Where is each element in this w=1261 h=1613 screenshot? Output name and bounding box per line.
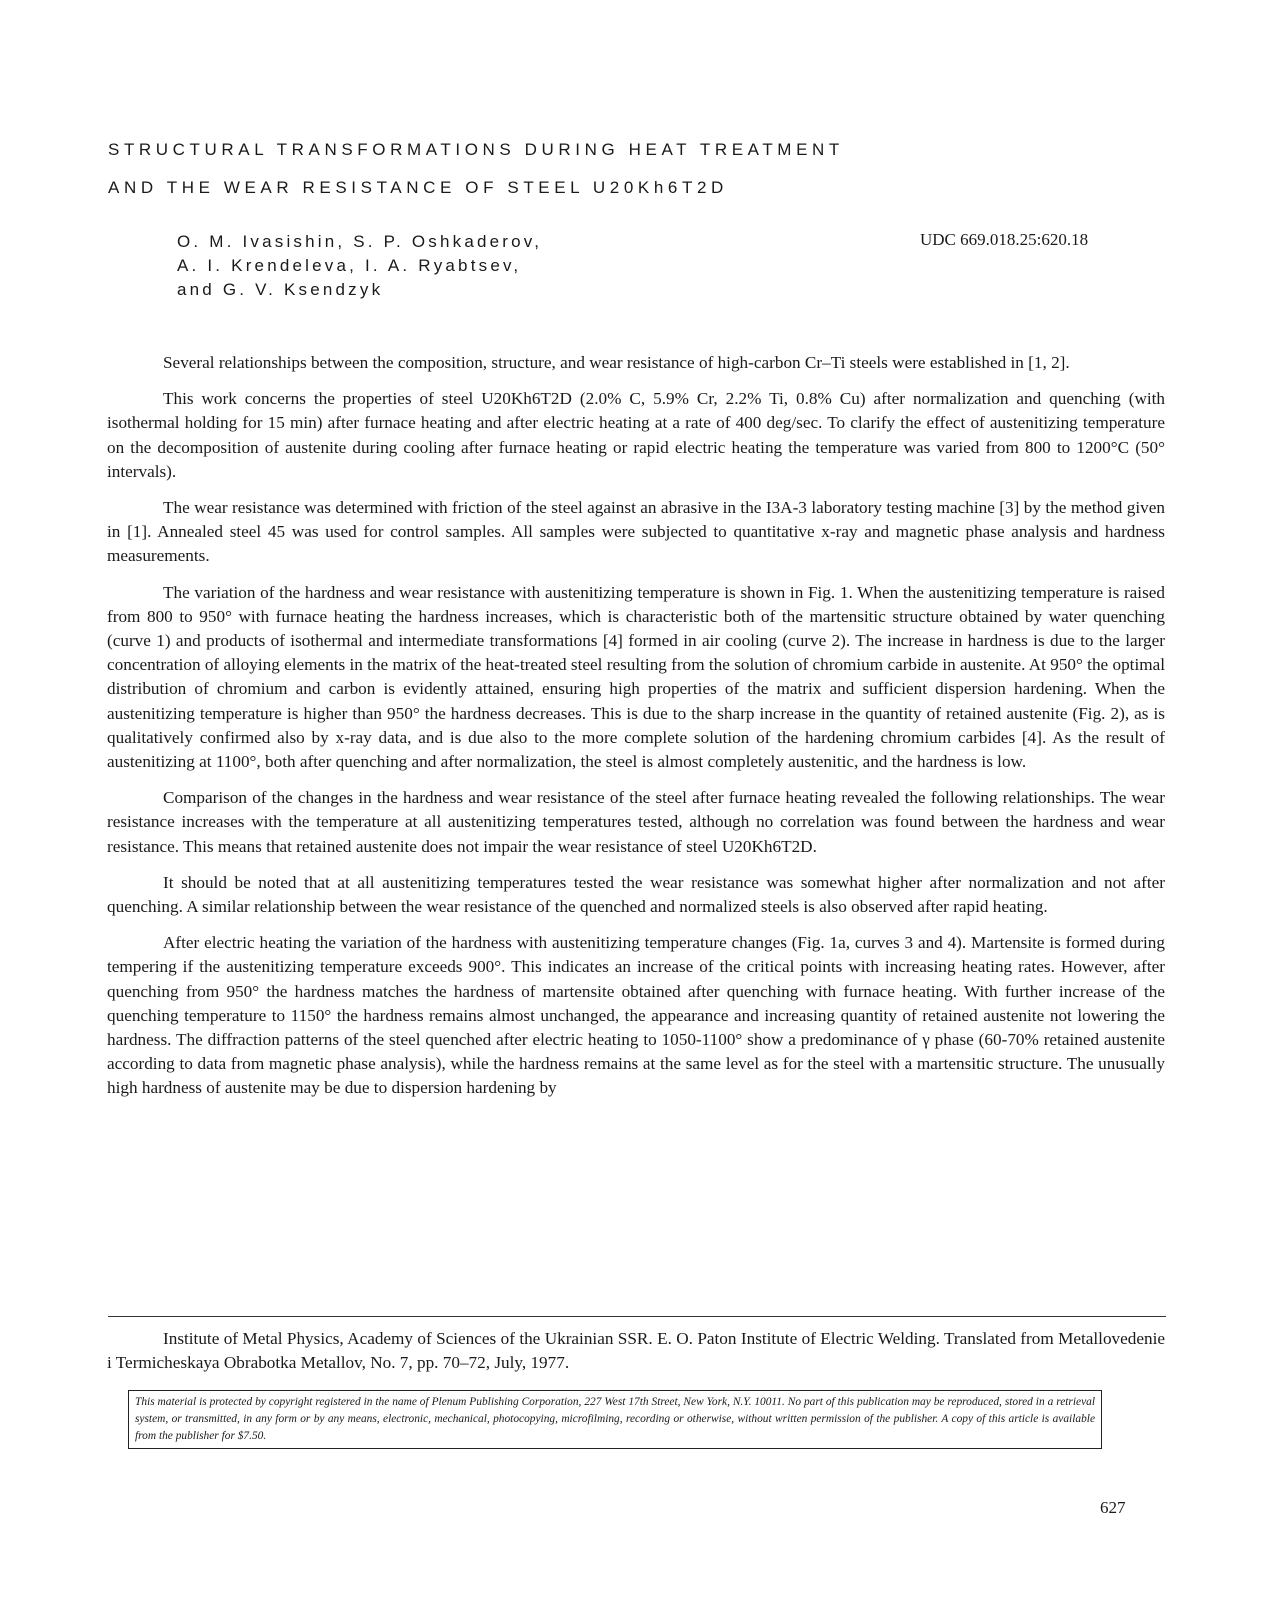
body-paragraph: The variation of the hardness and wear resistance with austenitizing temperature is shown in Fig. 1. When the austenitizing temperature is raised from 800 to 950° with furnace heating the hardness increases, which is characteristic both of the martensitic structure obtained by water quenching (curve 1) and products of isothermal and intermediate transformations [4] formed in air cooling (curve 2). The increase in hardness is due to the larger concentration of alloying elements in the matrix of the heat-treated steel resulting from the solution of chromium carbide in austenite. At 950° the optimal distribution of chromium and carbon is evidently attained, ensuring high properties of the matrix and sufficient dispersion hardening. When the austenitizing temperature is higher than 950° the hardness decreases. This is due to the sharp increase in the quantity of retained austenite (Fig. 2), as is qualitatively confirmed also by x-ray data, and is due also to the more complete solution of the hardening chromium carbides [4]. As the result of austenitizing at 1100°, both after quenching and after normalization, the steel is almost completely austenitic, and the hardness is low. (107, 582, 1165, 772)
body-paragraph: It should be noted that at all austenitizing temperatures tested the wear resistance was somewhat higher after normalization and not after quenching. A similar relationship between the wear resistance of the quenched and normalized steels is also observed after rapid heating. (107, 872, 1165, 917)
affiliation-footnote: Institute of Metal Physics, Academy of Sciences of the Ukrainian SSR. E. O. Paton Institute of Electric Welding. Translated from Metallovedenie i Termicheskaya Obrabotka Metallov, No. 7, pp. 70–72, July, 1977. (107, 1329, 1165, 1372)
article-body (107, 351, 1165, 1113)
body-paragraph: This work concerns the properties of steel U20Kh6T2D (2.0% C, 5.9% Cr, 2.2% Ti, 0.8% Cu) after normalization and quenching (with isothermal holding for 15 min) after furnace heating and after electric heating at a rate of 400 deg/sec. To clarify the effect of austenitizing temperature on the decomposition of austenite during cooling after furnace heating or rapid electric heating the temperature was varied from 800 to 1200°C (50° intervals). (107, 389, 1165, 481)
page-number: 627 (1100, 1498, 1126, 1517)
author-line: A. I. Krendeleva, I. A. Ryabtsev, (177, 256, 522, 275)
body-paragraph: Several relationships between the composition, structure, and wear resistance of high-carbon Cr–Ti steels were established in [1, 2]. (163, 353, 1070, 372)
author-line: and G. V. Ksendzyk (177, 280, 384, 299)
copyright-notice: This material is protected by copyright registered in the name of Plenum Publishing Corporation, 227 West 17th Street, New York, N.Y. 10011. No part of this publication may be reproduced, stored in a retrieval system, or transmitted, in any form or by any means, electronic, mechanical, photocopying, microfilming, recording or otherwise, without written permission of the publisher. A copy of this article is available from the publisher for $7.50. (128, 1390, 1102, 1449)
body-paragraph: After electric heating the variation of the hardness with austenitizing temperature changes (Fig. 1a, curves 3 and 4). Martensite is formed during tempering if the austenitizing temperature exceeds 900°. This indicates an increase of the critical points with increasing heating rates. However, after quenching from 950° the hardness matches the hardness of martensite obtained after quenching with furnace heating. With further increase of the quenching temperature to 1150° the hardness remains almost unchanged, the appearance and increasing quantity of retained austenite not lowering the hardness. The diffraction patterns of the steel quenched after electric heating to 1050-1100° show a predominance of γ phase (60-70% retained austenite according to data from magnetic phase analysis), while the hardness remains at the same level as for the steel with a martensitic structure. The unusually high hardness of austenite may be due to dispersion hardening by (107, 933, 1165, 1098)
article-title-line-1: STRUCTURAL TRANSFORMATIONS DURING HEAT TREATMENT (108, 140, 844, 159)
author-line: O. M. Ivasishin, S. P. Oshkaderov, (177, 232, 543, 251)
body-paragraph: Comparison of the changes in the hardness and wear resistance of the steel after furnace heating revealed the following relationships. The wear resistance increases with the temperature at all austenitizing temperatures tested, although no correlation was found between the hardness and wear resistance. This means that retained austenite does not impair the wear resistance of steel U20Kh6T2D. (107, 788, 1165, 856)
udc-code: UDC 669.018.25:620.18 (920, 230, 1089, 249)
author-list (177, 230, 542, 302)
body-paragraph: The wear resistance was determined with friction of the steel against an abrasive in the I3A-3 laboratory testing machine [3] by the method given in [1]. Annealed steel 45 was used for control samples. All samples were subjected to quantitative x-ray and magnetic phase analysis and hardness measurements. (107, 498, 1165, 566)
article-title-line-2: AND THE WEAR RESISTANCE OF STEEL U20Kh6T2D (108, 178, 728, 197)
footnote-divider (108, 1316, 1166, 1317)
